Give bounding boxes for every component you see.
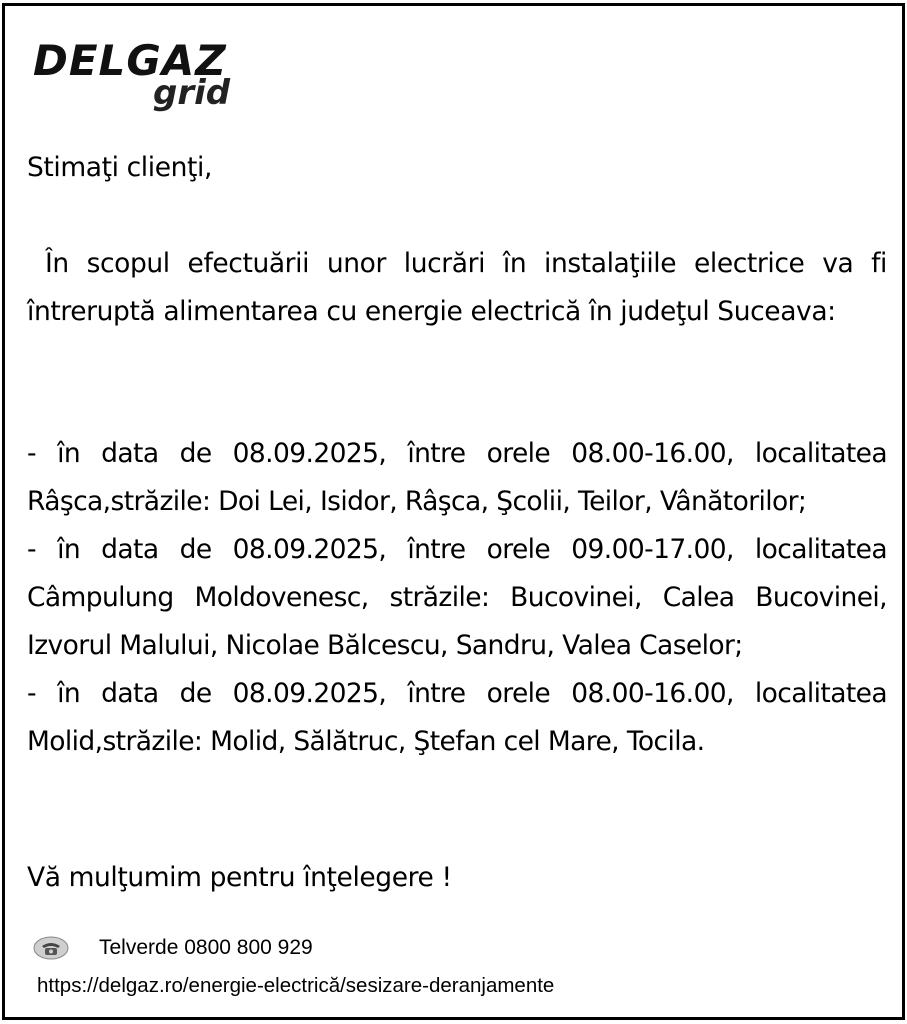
contact-block	[33, 932, 554, 1002]
phone-row	[33, 932, 554, 964]
outage-item: - în data de 08.09.2025, între orele 09.00-17.00, localitatea Câmpulung Moldovenesc, străzile: Bucovinei, Calea Bucovinei, Izvorul Malului, Nicolae Bălcescu, Sandru, Valea Caselor;	[27, 534, 887, 661]
closing-thanks: Vă mulţumim pentru înţelegere !	[27, 862, 452, 893]
phone-number: Telverde 0800 800 929	[99, 936, 313, 959]
logo-subtitle: grid	[153, 73, 231, 113]
greeting: Stimaţi clienţi,	[27, 152, 212, 183]
outage-notice	[2, 3, 905, 1020]
delgaz-grid-logo	[33, 36, 243, 120]
outage-list	[27, 430, 887, 766]
outage-item: - în data de 08.09.2025, între orele 08.00-16.00, localitatea Râşca,străzile: Doi Lei, Isidor, Râşca, Şcolii, Teilor, Vânătorilor;	[27, 438, 887, 517]
telephone-icon	[33, 936, 69, 960]
logo-wordmark: DELGAZ	[33, 36, 227, 85]
outage-item: - în data de 08.09.2025, între orele 08.00-16.00, localitatea Molid,străzile: Molid, Sălătruc, Ştefan cel Mare, Tocila.	[27, 678, 887, 757]
intro-paragraph: În scopul efectuării unor lucrări în instalaţiile electrice va fi întreruptă alimentarea cu energie electrică în judeţul Suceava:	[27, 248, 887, 327]
outage-report-link[interactable]: https://delgaz.ro/energie-electrică/sesizare-deranjamente	[37, 974, 555, 997]
